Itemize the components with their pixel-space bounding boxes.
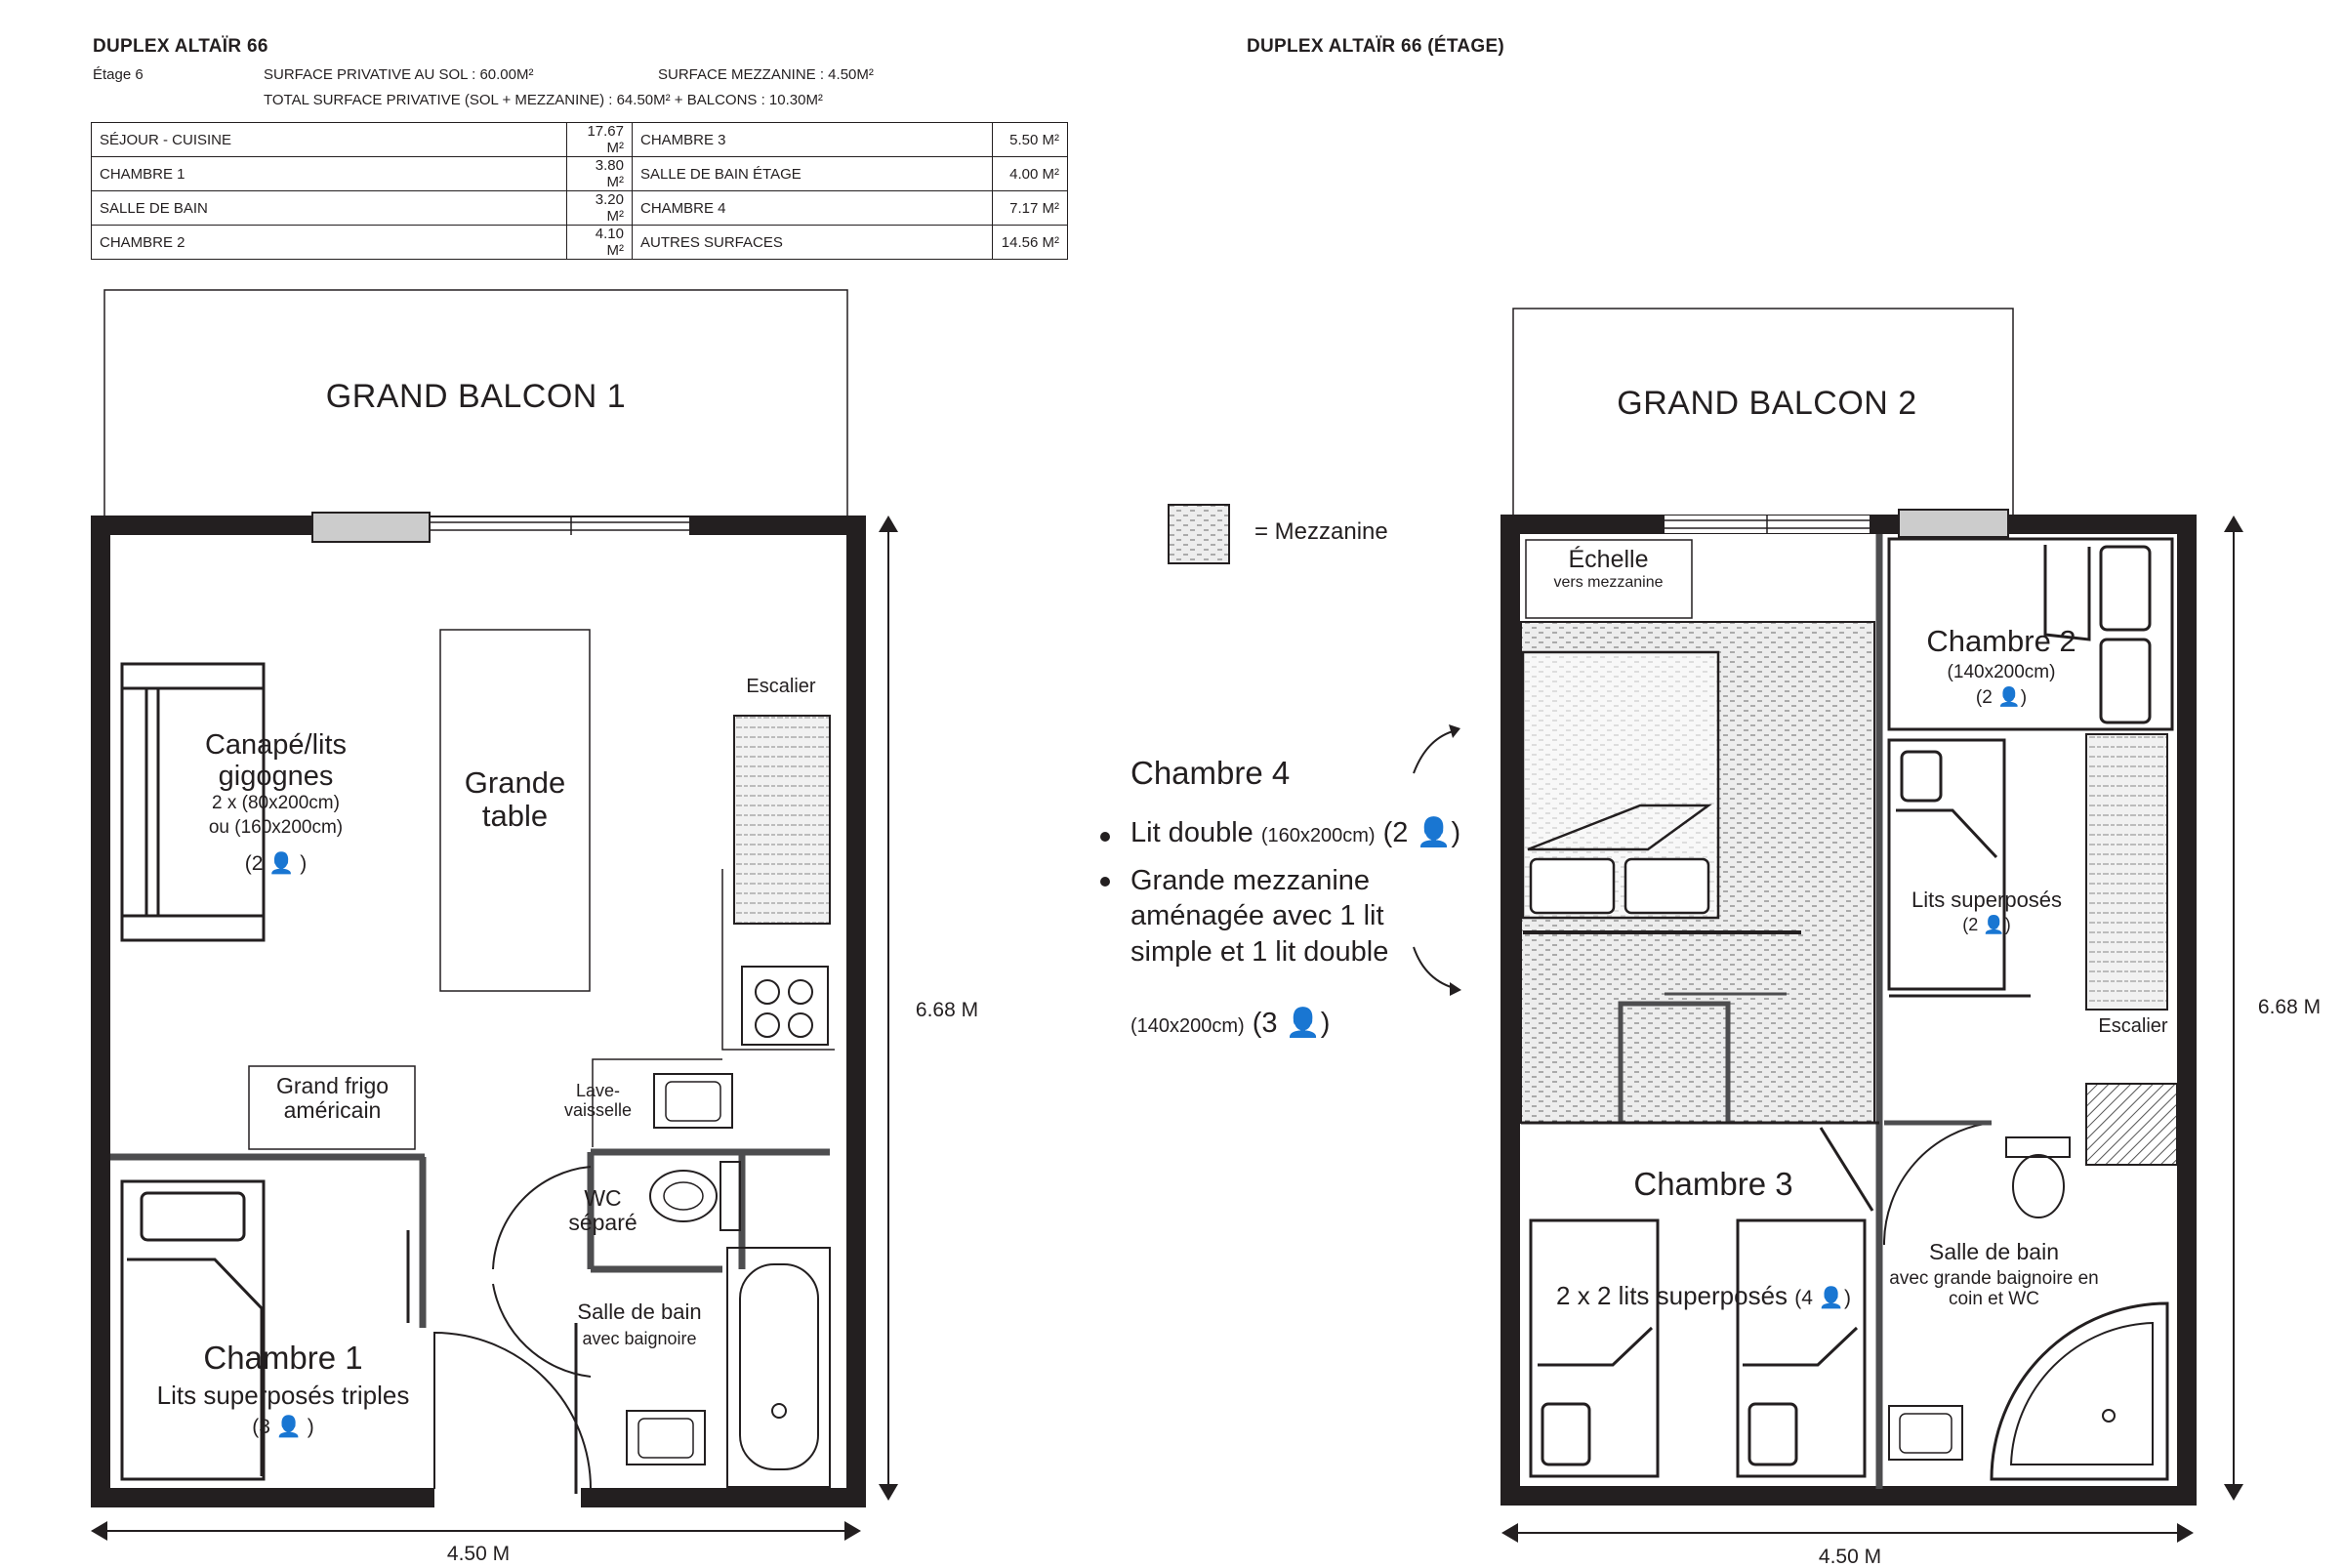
width-dimension: 4.50 M: [446, 1543, 511, 1565]
stairs-label: Escalier: [746, 676, 816, 697]
bunk-label: Lits superposés: [1911, 887, 2063, 912]
surface-mezzanine: SURFACE MEZZANINE : 4.50M²: [658, 66, 874, 83]
surface-total: TOTAL SURFACE PRIVATIVE (SOL + MEZZANINE) : 64.50M² + BALCONS : 10.30M²: [264, 92, 823, 108]
area-value: 5.50 M²: [993, 123, 1068, 157]
sofa-size-2: ou (160x200cm): [208, 817, 344, 838]
dishwasher-label: Lave-vaisselle: [563, 1081, 633, 1120]
floor-label: Étage 6: [93, 66, 144, 83]
area-value: 3.80 M²: [567, 157, 633, 191]
sink-icon: [654, 1074, 732, 1128]
area-value: 17.67 M²: [567, 123, 633, 157]
bedroom-4-bullet-2: Grande mezzanine aménagée avec 1 lit simple et 1 lit double: [1130, 865, 1389, 968]
fridge-label: Grand frigo américain: [275, 1073, 390, 1124]
mezz-bed-size: (140x200cm): [1130, 1015, 1245, 1037]
bullet-icon: [1100, 877, 1110, 887]
stairs: [2086, 734, 2167, 1010]
bed-icon: [1523, 652, 1718, 918]
bedroom-3-beds: 2 x 2 lits superposés: [1556, 1281, 1788, 1310]
sofa-label: Canapé/lits gigognes: [204, 729, 348, 792]
bedroom-4-label: Chambre 4: [1130, 755, 1291, 791]
bedroom-1-sub: Lits superposés triples: [156, 1381, 410, 1410]
area-name: SALLE DE BAIN: [92, 191, 567, 226]
bathroom-sub: avec baignoire: [582, 1329, 697, 1348]
cooktop-icon: [742, 967, 828, 1045]
area-value: 4.10 M²: [567, 226, 633, 260]
width-dimension: 4.50 M: [1818, 1546, 1882, 1568]
balcony-label: GRAND BALCON 2: [1617, 385, 1917, 422]
ladder-sub: vers mezzanine: [1553, 574, 1664, 591]
sink-icon: [1889, 1406, 1962, 1460]
mezz-persons: (3 👤): [1244, 1008, 1331, 1039]
window-gap: [431, 517, 689, 535]
area-name: CHAMBRE 1: [92, 157, 567, 191]
bullet-icon: [1100, 832, 1110, 842]
bathroom-label: Salle de bain: [1929, 1239, 2059, 1264]
surface-sol: SURFACE PRIVATIVE AU SOL : 60.00M²: [264, 66, 534, 83]
bedroom-4-bullet-2-extra: [1130, 1009, 1423, 1040]
mezzanine-legend-label: = Mezzanine: [1254, 518, 1388, 545]
ladder-label: Échelle: [1568, 546, 1649, 573]
balcony-label: GRAND BALCON 1: [325, 378, 627, 415]
bathroom-sub: avec grande baignoire en coin et WC: [1889, 1268, 2099, 1309]
bed-icon: [1889, 740, 2004, 989]
mezzanine-legend-swatch: [1169, 505, 1229, 563]
area-value: 14.56 M²: [993, 226, 1068, 260]
window-block: [312, 513, 430, 542]
bunk-persons: (2 👤): [1962, 915, 2011, 934]
sofa-persons: (2 👤 ): [244, 852, 308, 875]
plan-title-right: DUPLEX ALTAÏR 66 (ÉTAGE): [1247, 36, 1505, 57]
bedroom-2-label: Chambre 2: [1926, 624, 2076, 658]
area-value: 7.17 M²: [993, 191, 1068, 226]
toilet-icon: [650, 1162, 740, 1230]
area-name: AUTRES SURFACES: [633, 226, 993, 260]
bed-double-text: Lit double: [1130, 817, 1261, 848]
sofa-size-1: 2 x (80x200cm): [212, 793, 340, 813]
table-label: Grande table: [464, 765, 566, 834]
stair-void: [2086, 1084, 2177, 1165]
sink-icon: [627, 1411, 705, 1465]
height-dimension: 6.68 M: [2257, 996, 2322, 1018]
bathroom-label: Salle de bain: [577, 1300, 702, 1324]
bathtub-icon: [727, 1248, 830, 1487]
corner-bathtub-icon: [1992, 1303, 2167, 1479]
bedroom-1-label: Chambre 1: [203, 1340, 363, 1376]
bedroom-3-sub: [1542, 1282, 1865, 1310]
bedroom-4-bullet-1: [1130, 818, 1501, 849]
bed-double-persons: (2 👤): [1375, 817, 1461, 848]
area-name: CHAMBRE 3: [633, 123, 993, 157]
area-name: SÉJOUR - CUISINE: [92, 123, 567, 157]
bed-double-size: (160x200cm): [1260, 825, 1376, 846]
bedroom-2-sub: (140x200cm): [1947, 662, 2056, 682]
bed-icon: [1531, 1220, 1865, 1476]
area-name: SALLE DE BAIN ÉTAGE: [633, 157, 993, 191]
stairs: [734, 716, 830, 924]
plan-title-left: DUPLEX ALTAÏR 66: [93, 36, 268, 57]
stairs-label: Escalier: [2098, 1015, 2168, 1037]
area-value: 4.00 M²: [993, 157, 1068, 191]
toilet-icon: [2006, 1137, 2070, 1217]
bedroom-2-persons: (2 👤): [1975, 687, 2028, 708]
area-name: CHAMBRE 2: [92, 226, 567, 260]
area-value: 3.20 M²: [567, 191, 633, 226]
wc-label: WC séparé: [568, 1185, 637, 1236]
area-name: CHAMBRE 4: [633, 191, 993, 226]
bedroom-3-persons: (4 👤): [1794, 1287, 1851, 1309]
bedroom-1-persons: (3 👤 ): [252, 1416, 314, 1438]
bedroom-3-label: Chambre 3: [1633, 1166, 1793, 1202]
height-dimension: 6.68 M: [915, 999, 979, 1021]
